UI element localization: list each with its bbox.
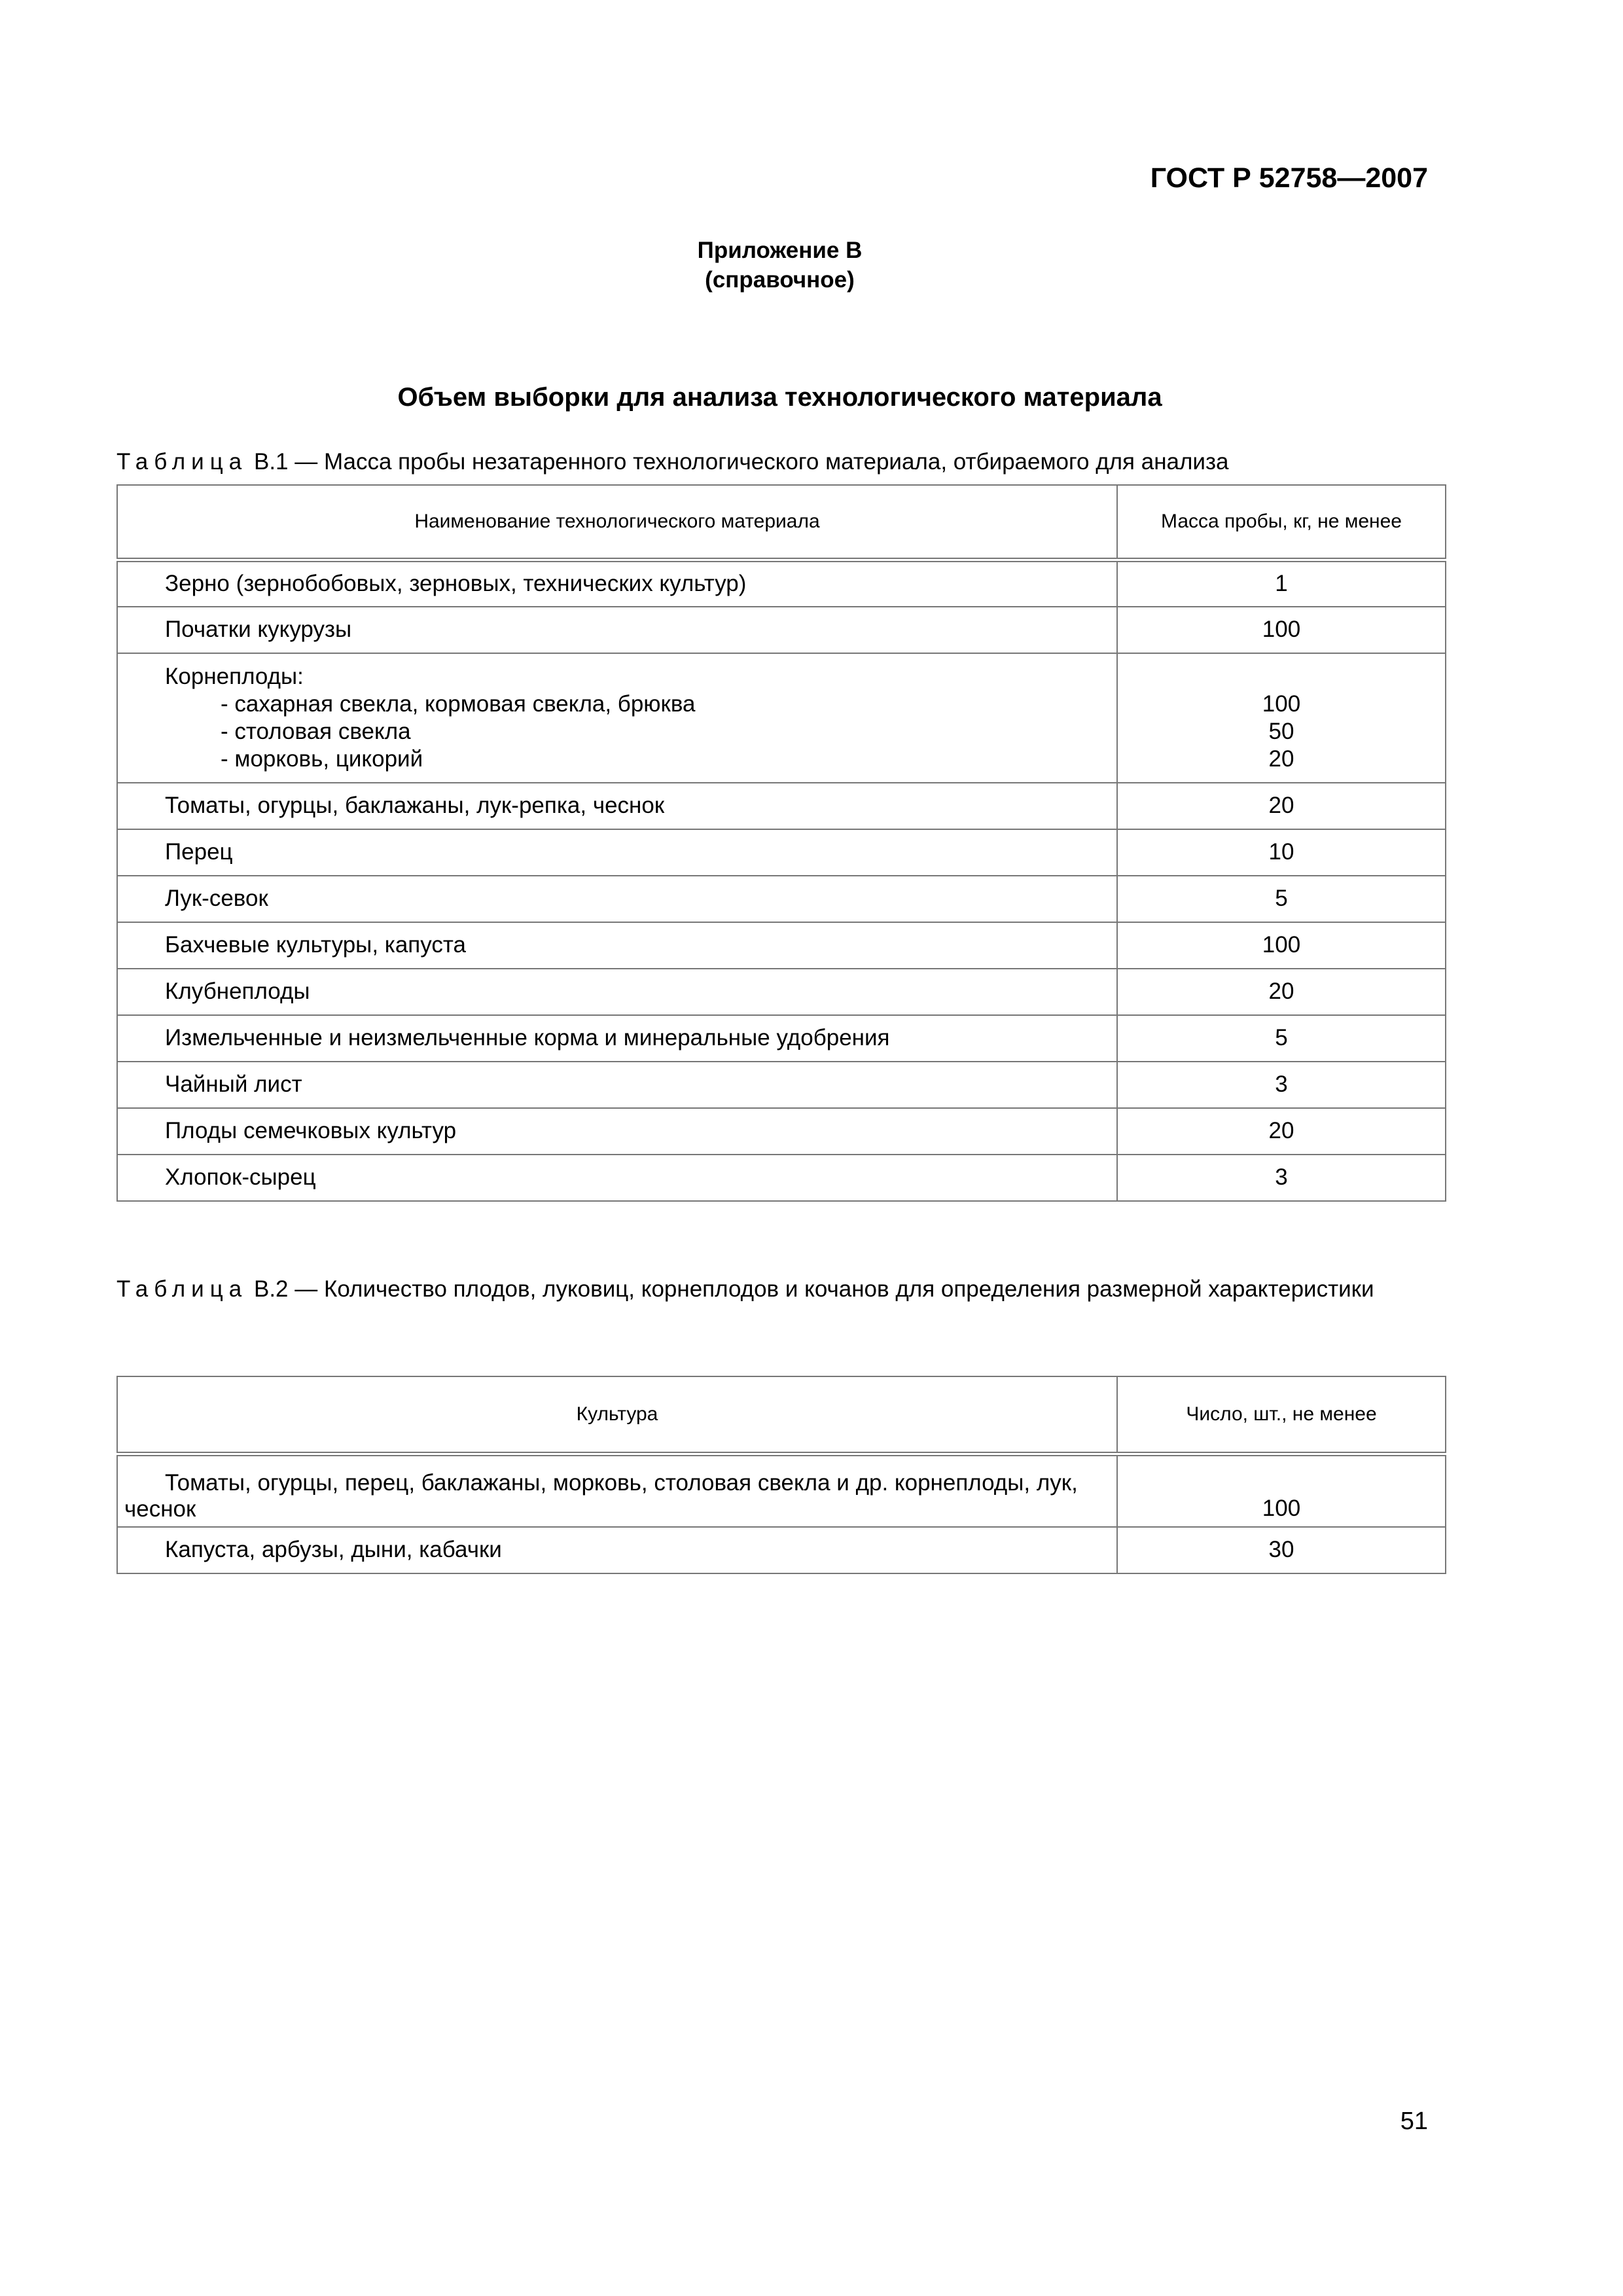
table-row (117, 1527, 1446, 1573)
sub-list (165, 691, 1116, 773)
sub-item-name: - столовая свекла (221, 718, 411, 744)
sub-item-value: 50 (1268, 718, 1294, 744)
table2-header-value: Число, шт., не менее (1117, 1376, 1446, 1454)
row-name: Хлопок-сырец (117, 1155, 1117, 1201)
row-name: Лук-севок (117, 876, 1117, 922)
row-group-title: Корнеплоды: (165, 663, 304, 689)
row-value: 20 (1117, 1108, 1446, 1155)
row-name: Зерно (зернобобовых, зерновых, технических культур) (117, 560, 1117, 607)
table2-header-name: Культура (117, 1376, 1117, 1454)
table1-caption (116, 448, 1445, 476)
table-row (117, 607, 1446, 653)
table1-header-name: Наименование технологического материала (117, 485, 1117, 560)
row-group-value (1118, 663, 1445, 691)
row-name: Капуста, арбузы, дыни, кабачки (117, 1527, 1117, 1573)
table-row (117, 1454, 1446, 1527)
appendix-title: Приложение В (697, 238, 863, 263)
table1-header-value: Масса пробы, кг, не менее (1117, 485, 1446, 560)
row-name: Клубнеплоды (117, 969, 1117, 1015)
row-value: 100 (1117, 1454, 1446, 1527)
row-value: 10 (1117, 829, 1446, 876)
row-value: 3 (1117, 1062, 1446, 1108)
row-name: Измельченные и неизмельченные корма и минеральные удобрения (117, 1015, 1117, 1062)
table1-caption-text: В.1 — Масса пробы незатаренного технологического материала, отбираемого для анализа (253, 449, 1229, 475)
row-name: Плоды семечковых культур (117, 1108, 1117, 1155)
table-row (117, 1062, 1446, 1108)
table-row (117, 829, 1446, 876)
row-name: Перец (117, 829, 1117, 876)
row-value: 3 (1117, 1155, 1446, 1201)
table1-caption-label: Таблица (116, 449, 248, 475)
table-row (117, 876, 1446, 922)
sub-item-value: 20 (1268, 745, 1294, 772)
table-row (117, 560, 1446, 607)
appendix-heading (0, 236, 1560, 295)
row-value: 20 (1117, 969, 1446, 1015)
row-value: 5 (1117, 876, 1446, 922)
section-title: Объем выборки для анализа технологического материала (397, 383, 1162, 412)
table-row (117, 1155, 1446, 1201)
table-row (117, 653, 1446, 783)
sub-item-name: - сахарная свекла, кормовая свекла, брюква (221, 691, 696, 717)
row-name: Томаты, огурцы, баклажаны, лук-репка, чеснок (117, 783, 1117, 829)
table2-caption-label: Таблица (116, 1276, 248, 1302)
table-row (117, 922, 1446, 969)
appendix-subtitle: (справочное) (705, 267, 855, 293)
page-number: 51 (1400, 2108, 1428, 2135)
row-value (1117, 653, 1446, 783)
row-value: 30 (1117, 1527, 1446, 1573)
document-code: ГОСТ Р 52758—2007 (1150, 162, 1428, 194)
table-row (117, 783, 1446, 829)
table-row (117, 1015, 1446, 1062)
table-row (117, 969, 1446, 1015)
table2-caption (116, 1275, 1445, 1304)
row-value: 100 (1117, 922, 1446, 969)
sub-item-value: 100 (1262, 691, 1301, 717)
row-name: Початки кукурузы (117, 607, 1117, 653)
table2-caption-text: В.2 — Количество плодов, луковиц, корнеплодов и кочанов для определения размерной характеристики (253, 1276, 1374, 1302)
row-value: 20 (1117, 783, 1446, 829)
row-name (117, 653, 1117, 783)
row-name: Чайный лист (117, 1062, 1117, 1108)
row-value: 100 (1117, 607, 1446, 653)
table1 (116, 484, 1446, 1202)
row-name: Томаты, огурцы, перец, баклажаны, морковь, столовая свекла и др. корнеплоды, лук, чеснок (117, 1454, 1117, 1527)
table2 (116, 1376, 1446, 1574)
row-value: 5 (1117, 1015, 1446, 1062)
sub-item-name: - морковь, цикорий (221, 745, 423, 772)
table-row (117, 1108, 1446, 1155)
row-value: 1 (1117, 560, 1446, 607)
row-name: Бахчевые культуры, капуста (117, 922, 1117, 969)
